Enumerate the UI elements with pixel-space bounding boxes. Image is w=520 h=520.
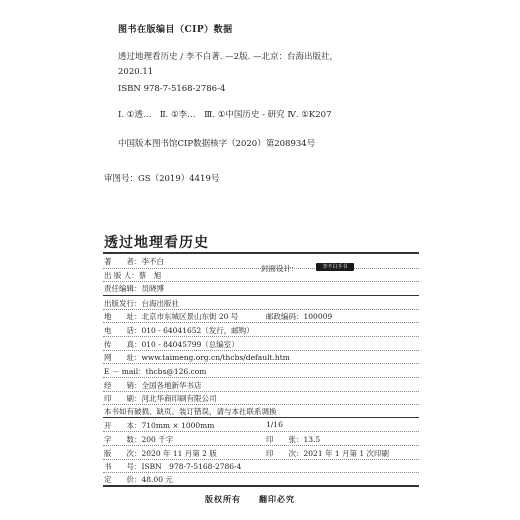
printer-value: 河北华商印刷有限公司 bbox=[141, 394, 217, 403]
email-value[interactable]: thcbs@126.com bbox=[145, 367, 207, 376]
divider bbox=[103, 472, 419, 473]
impression-value: 2021 年 1 月第 1 次印刷 bbox=[303, 449, 390, 458]
format-value: 710mm × 1000mm bbox=[141, 421, 215, 430]
cover-design-logo: 李不白手书 bbox=[316, 263, 354, 271]
postcode-value: 100009 bbox=[303, 312, 333, 321]
edition-label: 版 次： bbox=[104, 449, 142, 458]
map-approval-number: 审图号：GS（2019）4419号 bbox=[104, 174, 220, 184]
seller-label: 经 销： bbox=[104, 381, 142, 390]
address-label: 地 址： bbox=[104, 312, 142, 321]
phone-value: 010 - 64041652（发行，邮购） bbox=[141, 326, 254, 335]
bottom-rule bbox=[103, 485, 419, 487]
edition-value: 2020 年 11 月第 2 版 bbox=[141, 449, 217, 458]
format-row bbox=[104, 420, 214, 431]
cip-isbn: ISBN 978-7-5168-2786-4 bbox=[118, 84, 226, 94]
author-value: 李不白 bbox=[141, 257, 164, 266]
printer-label: 印 刷： bbox=[104, 394, 142, 403]
word-count-value: 200 千字 bbox=[141, 435, 174, 444]
divider bbox=[103, 336, 419, 337]
postcode-label: 邮政编码： bbox=[266, 312, 304, 321]
divider bbox=[103, 404, 419, 405]
phone-row bbox=[104, 325, 254, 336]
author-row bbox=[104, 256, 164, 267]
cip-catalog-date: 2020.11 bbox=[118, 67, 154, 77]
impression-label: 印 次： bbox=[266, 449, 304, 458]
editor-label: 责任编辑： bbox=[104, 284, 142, 293]
publisher-person-label: 出 版 人： bbox=[104, 271, 139, 280]
top-rule bbox=[103, 252, 419, 254]
divider bbox=[103, 431, 419, 432]
seller-value: 全国各地新华书店 bbox=[141, 381, 202, 390]
email-row bbox=[104, 366, 206, 377]
publisher-person-row bbox=[104, 270, 161, 281]
address-row bbox=[104, 311, 238, 322]
divider bbox=[103, 350, 419, 351]
divider bbox=[103, 322, 419, 323]
distributor-label: 出版发行： bbox=[104, 299, 142, 308]
replacement-notice: 本书如有破损、缺页、装订错误，请与本社联系调换 bbox=[104, 407, 277, 416]
email-label: E － mail： bbox=[104, 367, 146, 376]
address-value: 北京市东城区景山东街 20 号 bbox=[141, 312, 239, 321]
distributor-value: 台海出版社 bbox=[141, 299, 179, 308]
publisher-person-value: 蔡 旭 bbox=[138, 271, 162, 280]
copyright-notice: 版权所有 翻印必究 bbox=[205, 494, 295, 504]
cip-subjects: Ⅰ. ①透… Ⅱ. ①李… Ⅲ. ①中国历史 - 研究 Ⅳ. ①K207 bbox=[118, 110, 332, 120]
divider bbox=[103, 281, 419, 282]
divider bbox=[103, 377, 419, 378]
cip-catalog-line: 透过地理看历史 / 李不白著. —2版. —北京：台海出版社， bbox=[118, 52, 338, 62]
website-row bbox=[104, 352, 290, 363]
divider bbox=[103, 445, 419, 446]
cip-verification: 中国版本图书馆CIP数据核字（2020）第208934号 bbox=[118, 139, 316, 149]
website-value[interactable]: www.taimeng.org.cn/thcbs/default.htm bbox=[141, 353, 290, 362]
book-number-row bbox=[104, 461, 241, 472]
section-rule bbox=[103, 417, 419, 418]
price-value: 48.00 元 bbox=[141, 475, 173, 484]
website-label: 网 址： bbox=[104, 353, 142, 362]
word-count-label: 字 数： bbox=[104, 435, 142, 444]
sheets-value: 13.5 bbox=[303, 435, 321, 444]
book-number-value: ISBN 978-7-5168-2786-4 bbox=[141, 462, 242, 471]
printer-row bbox=[104, 393, 217, 404]
book-number-label: 书 号： bbox=[104, 462, 142, 471]
cover-design-row bbox=[261, 263, 299, 274]
book-title: 透过地理看历史 bbox=[104, 235, 209, 251]
distributor-row bbox=[104, 298, 179, 309]
fax-value: 010 - 84045799（总编室） bbox=[141, 340, 239, 349]
divider bbox=[103, 309, 419, 310]
cover-design-label: 封面设计： bbox=[261, 264, 299, 273]
cip-heading: 图书在版编目（CIP）数据 bbox=[118, 25, 233, 35]
seller-row bbox=[104, 380, 202, 391]
format-ratio: 1/16 bbox=[266, 420, 283, 429]
edition-row bbox=[104, 448, 217, 459]
divider bbox=[103, 391, 419, 392]
divider bbox=[103, 459, 419, 460]
impression-row bbox=[266, 448, 389, 459]
price-row bbox=[104, 474, 173, 485]
divider bbox=[103, 363, 419, 364]
format-label: 开 本： bbox=[104, 421, 142, 430]
sheets-row bbox=[266, 434, 320, 445]
fax-row bbox=[104, 339, 239, 350]
phone-label: 电 话： bbox=[104, 326, 142, 335]
author-label: 著 者： bbox=[104, 257, 142, 266]
price-label: 定 价： bbox=[104, 475, 142, 484]
word-count-row bbox=[104, 434, 173, 445]
editor-value: 员晓博 bbox=[141, 284, 164, 293]
editor-row bbox=[104, 283, 164, 294]
sheets-label: 印 张： bbox=[266, 435, 304, 444]
section-rule bbox=[103, 295, 419, 296]
postcode-row bbox=[266, 311, 332, 322]
fax-label: 传 真： bbox=[104, 340, 142, 349]
